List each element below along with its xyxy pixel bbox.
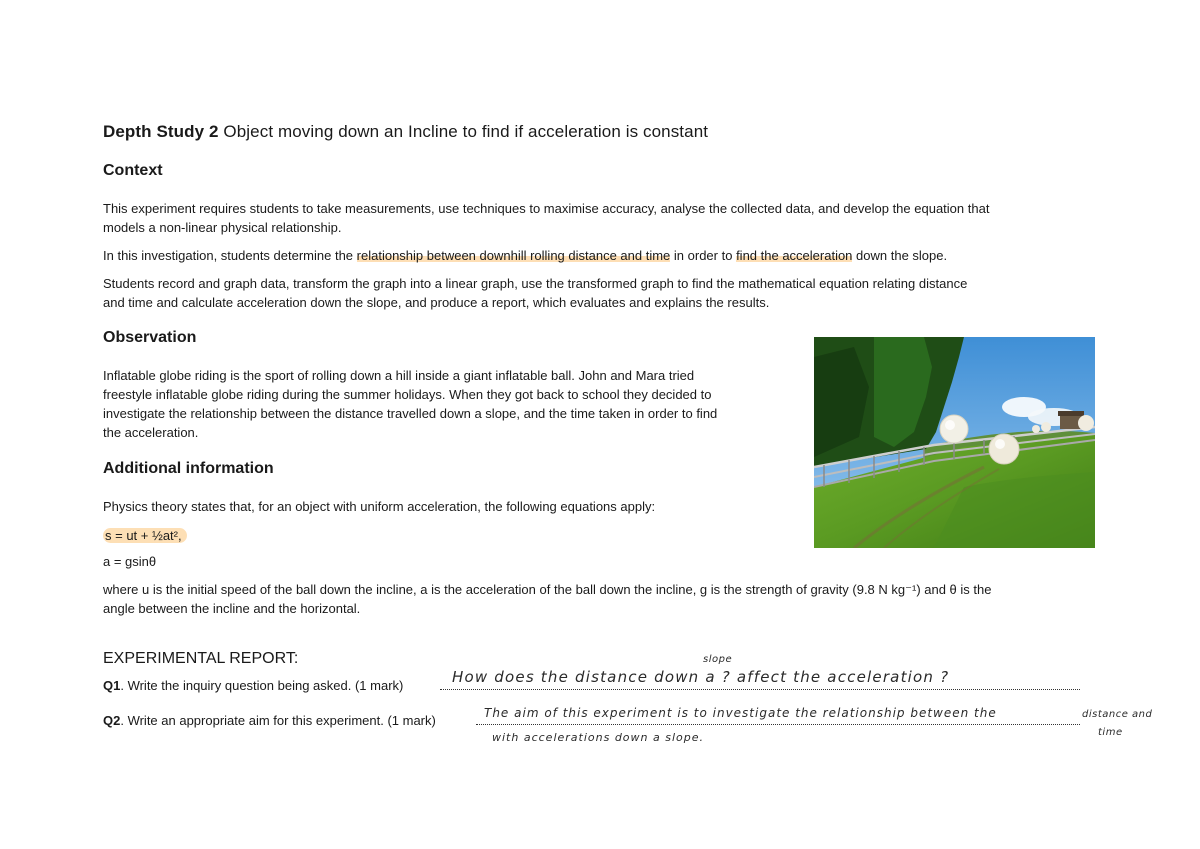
- q1-handwritten-answer: How does the distance down a ? affect the acceleration ?: [452, 668, 950, 686]
- where-paragraph: where u is the initial speed of the ball down the incline, a is the acceleration of the ball down the incline, g is the strength of gravity (9.8 N kg⁻¹) and θ is the angle between the incline and the horizontal.: [103, 582, 992, 616]
- context-p1-line2: models a non-linear physical relationship.: [103, 220, 342, 235]
- title-bold: Depth Study 2: [103, 122, 219, 141]
- context-p1-line1: This experiment requires students to take measurements, use techniques to maximise accuracy, analyse the collected data, and develop the equation that: [103, 201, 990, 216]
- q2-handwritten-tail: distance and: [1082, 709, 1153, 720]
- q1-handwritten-insert: slope: [703, 654, 733, 665]
- highlight-acceleration: find the acceleration: [736, 248, 853, 263]
- additional-intro: Physics theory states that, for an object with uniform acceleration, the following equations apply:: [103, 499, 656, 514]
- equation-1-highlight: s = ut + ½at²,: [103, 528, 187, 543]
- context-paragraph-2: In this investigation, students determine the relationship between downhill rolling distance and time in order to find the acceleration down the slope.: [103, 248, 948, 263]
- q2-handwritten-time: time: [1098, 727, 1123, 738]
- additional-info-heading: Additional information: [103, 460, 274, 477]
- context-paragraph-1: [103, 199, 989, 237]
- highlight-relationship: relationship between downhill rolling distance and time: [356, 248, 671, 263]
- context-p3-line1: Students record and graph data, transform the graph into a linear graph, use the transformed graph to find the mathematical equation relating distance: [103, 276, 968, 291]
- equation-1: [103, 526, 187, 545]
- equation-2: a = gsinθ: [103, 554, 157, 569]
- q2-handwritten-answer: The aim of this experiment is to investigate the relationship between the: [484, 706, 997, 720]
- observation-paragraph: Inflatable globe riding is the sport of rolling down a hill inside a giant inflatable ball. John and Mara tried freestyle inflatable globe riding during the summer holidays. When they got back to school they decided to investigate the relationship between the distance travelled down a slope, and the time taken in order to find the acceleration.: [103, 368, 718, 440]
- inflatable-globe-riding-photo: [814, 337, 1095, 548]
- question-1: Q1. Write the inquiry question being asked. (1 mark): [103, 678, 404, 693]
- page-title: [103, 122, 708, 142]
- context-p3-line2: and time and calculate acceleration down the slope, and produce a report, which evaluates and explains the results.: [103, 295, 770, 310]
- q2-handwritten-line2: with accelerations down a slope.: [492, 731, 705, 744]
- context-heading: Context: [103, 162, 163, 179]
- question-2: Q2. Write an appropriate aim for this experiment. (1 mark): [103, 713, 436, 728]
- title-rest: Object moving down an Incline to find if acceleration is constant: [218, 122, 709, 141]
- report-heading: EXPERIMENTAL REPORT:: [103, 650, 299, 667]
- context-paragraph-3: [103, 274, 967, 312]
- observation-heading: Observation: [103, 329, 197, 346]
